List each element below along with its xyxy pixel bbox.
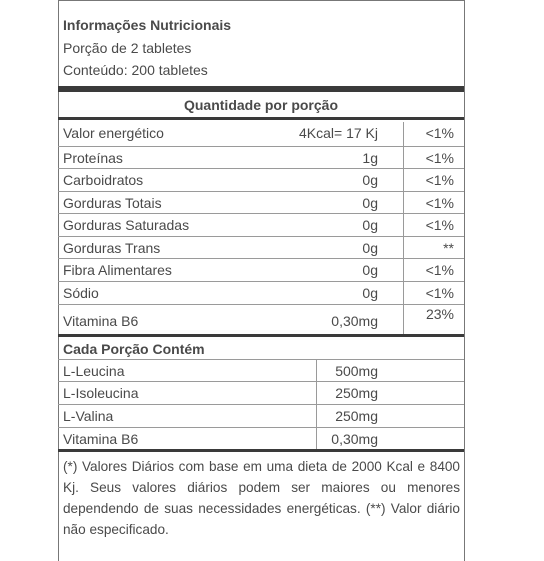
nutrient-amount: 0,30mg bbox=[331, 313, 378, 329]
ingredient-amount: 250mg bbox=[335, 385, 378, 401]
ingredient-amount: 250mg bbox=[335, 408, 378, 424]
nutrient-name: Gorduras Totais bbox=[63, 195, 162, 211]
table-row bbox=[58, 359, 464, 382]
nutrient-dv: 23% bbox=[425, 306, 454, 322]
table-row bbox=[58, 381, 464, 404]
nutrient-amount: 1g bbox=[362, 150, 378, 166]
column-divider bbox=[316, 359, 317, 449]
ingredient-name: L-Isoleucina bbox=[63, 385, 139, 401]
nutrient-dv: <1% bbox=[425, 217, 454, 233]
nutrient-amount: 0g bbox=[362, 172, 378, 188]
nutrient-amount: 0g bbox=[362, 285, 378, 301]
ingredient-name: L-Valina bbox=[63, 408, 114, 424]
nutrient-name: Valor energético bbox=[63, 125, 164, 141]
nutrient-dv: ** bbox=[443, 240, 454, 256]
column-divider bbox=[403, 122, 404, 334]
nutrient-amount: 0g bbox=[362, 240, 378, 256]
footnote-text: (*) Valores Diários com base em uma dieta de 2000 Kcal e 8400 Kj. Seus valores diários podem ser maiores ou menores dependendo de suas necessidades energéticas. (**) Valor diário não especificado. bbox=[63, 459, 460, 537]
table-row bbox=[58, 404, 464, 427]
heading-divider bbox=[58, 117, 464, 120]
nutrient-name: Gorduras Trans bbox=[63, 240, 161, 256]
nutrient-amount: 0g bbox=[362, 262, 378, 278]
nutrient-name: Sódio bbox=[63, 285, 99, 301]
nutrient-amount: 0g bbox=[362, 195, 378, 211]
nutrient-name: Carboidratos bbox=[63, 172, 144, 188]
ingredient-name: L-Leucina bbox=[63, 363, 125, 379]
nutrient-dv: <1% bbox=[425, 195, 454, 211]
nutrient-name: Gorduras Saturadas bbox=[63, 217, 190, 233]
nutrient-dv: <1% bbox=[425, 125, 454, 141]
table-title: Informações Nutricionais bbox=[63, 17, 232, 33]
nutrient-name: Proteínas bbox=[63, 150, 123, 166]
nutrient-amount: 4Kcal= 17 Kj bbox=[299, 125, 378, 141]
ingredient-name: Vitamina B6 bbox=[63, 431, 139, 447]
nutrient-dv: <1% bbox=[425, 285, 454, 301]
ingredient-amount: 500mg bbox=[335, 363, 378, 379]
portion-text: Porção de 2 tabletes bbox=[63, 40, 192, 56]
nutrient-amount: 0g bbox=[362, 217, 378, 233]
nutrient-dv: <1% bbox=[425, 262, 454, 278]
nutrient-name: Fibra Alimentares bbox=[63, 262, 172, 278]
content-text: Conteúdo: 200 tabletes bbox=[63, 62, 208, 78]
section-divider bbox=[58, 334, 464, 337]
nutrient-name: Vitamina B6 bbox=[63, 313, 139, 329]
footnote-divider bbox=[58, 449, 464, 452]
ingredient-amount: 0,30mg bbox=[331, 431, 378, 447]
header-divider bbox=[58, 86, 464, 92]
table-row bbox=[58, 427, 464, 450]
quantity-heading: Quantidade por porção bbox=[183, 97, 338, 113]
section2-title: Cada Porção Contém bbox=[63, 341, 205, 357]
nutrient-dv: <1% bbox=[425, 172, 454, 188]
nutrient-dv: <1% bbox=[425, 150, 454, 166]
